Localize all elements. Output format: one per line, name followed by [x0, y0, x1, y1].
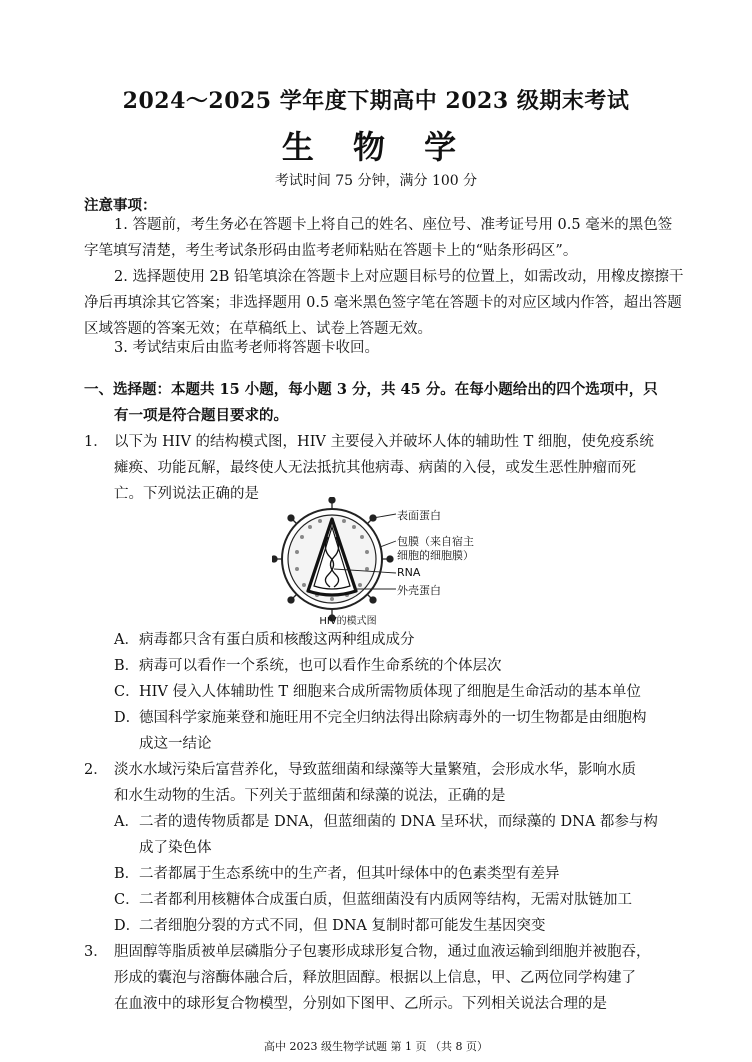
label-envelope-line-2: 细胞的细胞膜）: [397, 549, 474, 562]
option-c: [114, 887, 684, 913]
option-c: [114, 679, 684, 705]
option-text: 二者都属于生态系统中的生产者，但其叶绿体中的色素类型有差异: [139, 866, 560, 882]
page-footer: 高中 2023 级生物学试题 第 1 页 （共 8 页）: [264, 1040, 488, 1053]
option-text: 二者都利用核糖体合成蛋白质，但蓝细菌没有内质网等结构，无需对肽链加工: [139, 892, 632, 908]
question-text-line: 亡。下列说法正确的是: [114, 486, 259, 502]
option-text: HIV 侵入人体辅助性 T 细胞来合成所需物质体现了细胞是生命活动的基本单位: [139, 684, 641, 700]
question-1: [84, 429, 684, 455]
option-letter: D．: [114, 710, 141, 726]
notice-item-1: 1. 答题前，考生务必在答题卡上将自己的姓名、座位号、准考证号用 0.5 毫米的黑色签字笔填写清楚，考生考试条形码由监考老师粘贴在答题卡上的“贴条形码区”。: [84, 217, 673, 259]
option-text: 德国科学家施莱登和施旺用不完全归纳法得出除病毒外的一切生物都是由细胞构: [139, 710, 647, 726]
question-text-line: 在血液中的球形复合物模型，分别如下图甲、乙所示。下列相关说法合理的是: [114, 996, 607, 1012]
question-number: 3．: [84, 944, 108, 960]
label-envelope-line-1: 包膜（来自宿主: [397, 535, 474, 548]
exam-title: 2024～2025 学年度下期高中 2023 级期末考试: [122, 88, 630, 114]
exam-time-info: 考试时间 75 分钟，满分 100 分: [274, 173, 478, 189]
subject-title: 生 物 学: [281, 128, 471, 166]
question-number: 2．: [84, 762, 108, 778]
notice-heading: 注意事项：: [84, 197, 157, 214]
section-heading-line-2: 有一项是符合题目要求的。: [114, 407, 288, 424]
option-text: 二者细胞分裂的方式不同，但 DNA 复制时都可能发生基因突变: [139, 918, 546, 934]
option-text: 病毒可以看作一个系统，也可以看作生命系统的个体层次: [139, 658, 502, 674]
section-heading-line-1: 一、选择题：本题共 15 小题，每小题 3 分，共 45 分。在每小题给出的四个选项中，只: [84, 381, 658, 398]
notice-item-3: 3. 考试结束后由监考老师将答题卡收回。: [114, 340, 379, 356]
option-text-continued: 成这一结论: [139, 736, 212, 752]
question-text-line: 淡水水域污染后富营养化，导致蓝细菌和绿藻等大量繁殖，会形成水华，影响水质: [114, 762, 636, 778]
option-letter: A．: [114, 814, 139, 830]
option-d: [114, 705, 684, 731]
figure-caption: HIV的模式图: [319, 616, 377, 627]
option-letter: D．: [114, 918, 141, 934]
option-letter: A．: [114, 632, 139, 648]
label-surface-protein: 表面蛋白: [397, 509, 441, 522]
option-b: [114, 861, 684, 887]
option-b: [114, 653, 684, 679]
question-3: [84, 939, 684, 965]
option-text: 二者的遗传物质都是 DNA，但蓝细菌的 DNA 呈环状，而绿藻的 DNA 都参与构: [139, 814, 658, 830]
option-letter: B．: [114, 866, 140, 882]
option-text-continued: 成了染色体: [139, 840, 212, 856]
option-a: [114, 809, 684, 835]
label-rna: RNA: [397, 566, 421, 579]
question-text-line: 形成的囊泡与溶酶体融合后，释放胆固醇。根据以上信息，甲、乙两位同学构建了: [114, 970, 636, 986]
question-number: 1．: [84, 434, 108, 450]
notice-item-2: 2. 选择题使用 2B 铅笔填涂在答题卡上对应题目标号的位置上，如需改动，用橡皮擦擦干净后再填涂其它答案；非选择题用 0.5 毫米黑色签字笔在答题卡的对应区域内作答，超出答题区域答题的答案无效；在草稿纸上、试卷上答题无效。: [84, 269, 684, 337]
question-text-line: 胆固醇等脂质被单层磷脂分子包裹形成球形复合物，通过血液运输到细胞并被胞吞，: [114, 944, 651, 960]
option-text: 病毒都只含有蛋白质和核酸这两种组成成分: [139, 632, 415, 648]
question-text-line: 和水生动物的生活。下列关于蓝细菌和绿藻的说法，正确的是: [114, 788, 506, 804]
question-2: [84, 757, 684, 783]
option-d: [114, 913, 684, 939]
option-a: [114, 627, 684, 653]
question-text-line: 瘫痪、功能瓦解，最终使人无法抵抗其他病毒、病菌的入侵，或发生恶性肿瘤而死: [114, 460, 636, 476]
label-capsid-protein: 外壳蛋白: [397, 584, 441, 597]
question-text-line: 以下为 HIV 的结构模式图，HIV 主要侵入并破坏人体的辅助性 T 细胞，使免疫系统: [114, 434, 654, 450]
option-letter: B．: [114, 658, 140, 674]
option-letter: C．: [114, 892, 140, 908]
option-letter: C．: [114, 684, 140, 700]
